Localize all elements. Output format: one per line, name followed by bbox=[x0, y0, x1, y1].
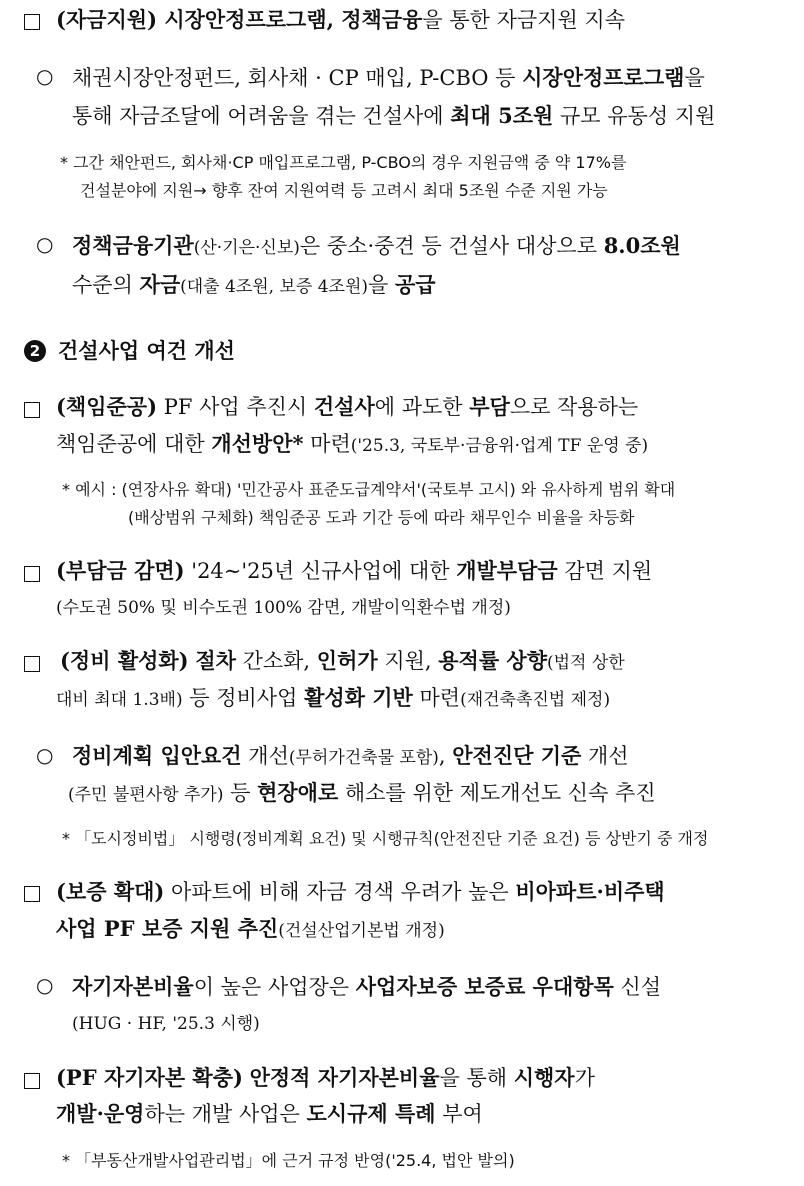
text-run: (보증 확대) bbox=[56, 879, 165, 904]
checkbox-square-icon bbox=[24, 566, 40, 582]
circle-bullet-icon: ○ bbox=[36, 973, 54, 997]
text-run: 사업자보증 보증료 우대항목 bbox=[355, 974, 614, 999]
text-run: 은 중소·중견 등 건설사 대상으로 bbox=[299, 234, 604, 258]
text-run: '24∼'25년 신규사업에 대한 bbox=[184, 559, 457, 583]
text-run: 해소를 위한 제도개선도 신속 추진 bbox=[338, 781, 656, 805]
text-run: , bbox=[438, 744, 453, 768]
text-run: (PF 자기자본 확충) bbox=[56, 1065, 243, 1090]
item-renewal-line1 bbox=[60, 646, 625, 678]
text-run: (무허가건축물 포함) bbox=[288, 748, 439, 768]
text-run: 개선 bbox=[581, 744, 629, 768]
subitem-policy-finance-line1 bbox=[72, 231, 681, 263]
checkbox-square-icon bbox=[24, 14, 40, 30]
item-guarantee-line1 bbox=[56, 877, 665, 907]
note-market-line1: * 그간 채안펀드, 회사채·CP 매입프로그램, P-CBO의 경우 지원금액 중 약 17%를 bbox=[60, 153, 627, 172]
text-run: 현장애로 bbox=[257, 780, 339, 805]
item-completion-line1 bbox=[56, 392, 638, 422]
text-run: 도시규제 특례 bbox=[306, 1101, 436, 1126]
text-run: 수준의 bbox=[72, 273, 140, 297]
text-run: 용적률 상향 bbox=[438, 648, 547, 673]
text-run: 자금 bbox=[139, 272, 181, 297]
note-market-line2: 건설분야에 지원→ 향후 잔여 지원여력 등 고려시 최대 5조원 수준 지원 가능 bbox=[80, 181, 608, 200]
text-run: 감면 지원 bbox=[557, 559, 653, 583]
text-run: 8.0조원 bbox=[603, 233, 681, 258]
note-completion-line1: * 예시 : (연장사유 확대) '민간공사 표준도급계약서'(국토부 고시) 와 유사하게 범위 확대 bbox=[62, 480, 676, 499]
text-run: 최대 5조원 bbox=[450, 103, 554, 128]
text-run: 을 통해 bbox=[439, 1066, 514, 1090]
text-run: 통해 자금조달에 어려움을 겪는 건설사에 bbox=[72, 104, 451, 128]
text-run: 자기자본비율 bbox=[72, 974, 194, 999]
item-equity-line2 bbox=[56, 1099, 483, 1129]
item-guarantee-line2 bbox=[56, 914, 445, 946]
text-run: 정책금융기관 bbox=[72, 233, 194, 258]
text-run: 시장안정프로그램 bbox=[522, 65, 685, 90]
item-charge-line2: (수도권 50% 및 비수도권 100% 감면, 개발이익환수법 개정) bbox=[56, 598, 511, 618]
item-equity-line1 bbox=[56, 1063, 595, 1093]
subitem-market-line2 bbox=[72, 101, 715, 131]
text-run: 활성화 기반 bbox=[304, 685, 413, 710]
text-run: 을 통한 자금지원 지속 bbox=[422, 8, 625, 32]
text-run: 가 bbox=[574, 1066, 595, 1090]
text-run: (건설산업기본법 개정) bbox=[278, 921, 445, 941]
subitem-guarantee-line1 bbox=[72, 972, 661, 1002]
text-run: 대비 최대 1.3배) bbox=[56, 690, 183, 710]
text-run: 절차 bbox=[195, 648, 236, 673]
text-run: 마련 bbox=[303, 432, 351, 456]
text-run: (산·기은·신보) bbox=[193, 238, 300, 258]
text-run: 마련 bbox=[412, 686, 461, 710]
text-run: 에 과도한 bbox=[374, 395, 470, 419]
text-run: 을 bbox=[684, 66, 705, 90]
subitem-policy-finance-line2 bbox=[72, 270, 436, 302]
text-run: (정비 활성화) bbox=[60, 648, 189, 673]
subitem-renewal-line1 bbox=[72, 741, 629, 773]
circle-bullet-icon: ○ bbox=[36, 232, 54, 256]
text-run: 개발·운영 bbox=[56, 1101, 145, 1126]
text-run: 신설 bbox=[613, 975, 662, 999]
text-run: 건설사 bbox=[313, 394, 375, 419]
note-equity: * 「부동산개발사업관리법」에 근거 규정 반영('25.4, 법안 발의) bbox=[62, 1151, 515, 1170]
text-run: 사업 PF 보증 지원 추진 bbox=[56, 916, 279, 941]
text-run: 아파트에 비해 자금 경색 우려가 높은 bbox=[164, 880, 516, 904]
text-run: 하는 개발 사업은 bbox=[144, 1102, 307, 1126]
note-renewal: * 「도시정비법」 시행령(정비계획 요건) 및 시행규칙(안전진단 기준 요건) 등 상반기 중 개정 bbox=[62, 829, 709, 848]
text-run: 안정적 자기자본비율 bbox=[249, 1065, 440, 1090]
text-run: 을 bbox=[368, 273, 395, 297]
checkbox-square-icon bbox=[24, 402, 40, 418]
text-run: 채권시장안정펀드, 회사채 · CP 매입, P-CBO 등 bbox=[72, 66, 523, 90]
text-run: 이 높은 사업장은 bbox=[193, 975, 356, 999]
item-funding-line1 bbox=[56, 5, 625, 35]
text-run: (법적 상한 bbox=[547, 653, 625, 673]
section-title: 건설사업 여건 개선 bbox=[58, 339, 235, 363]
checkbox-square-icon bbox=[24, 886, 40, 902]
text-run: 안전진단 기준 bbox=[452, 743, 582, 768]
text-run: 부담 bbox=[469, 394, 510, 419]
text-run: (재건축촉진법 제정) bbox=[460, 690, 611, 710]
text-run: 개선 bbox=[241, 744, 289, 768]
text-run bbox=[243, 1066, 250, 1090]
checkbox-square-icon bbox=[24, 1073, 40, 1089]
text-run: 으로 작용하는 bbox=[509, 395, 639, 419]
text-run: 개선방안* bbox=[211, 431, 304, 456]
text-run: 시행자 bbox=[513, 1065, 575, 1090]
text-run: 등 정비사업 bbox=[182, 686, 305, 710]
subitem-renewal-line2 bbox=[68, 778, 656, 810]
item-charge-line1 bbox=[56, 556, 652, 586]
note-completion-line2: (배상범위 구체화) 책임준공 도과 기간 등에 따라 채무인수 비율을 차등화 bbox=[128, 508, 635, 527]
text-run: 간소화, bbox=[235, 649, 317, 673]
subitem-market-line1 bbox=[72, 63, 705, 93]
text-run: (주민 불편사항 추가) bbox=[68, 785, 224, 805]
text-run: 책임준공에 대한 bbox=[56, 432, 212, 456]
text-run: 개발부담금 bbox=[456, 558, 558, 583]
text-run: 지원, bbox=[377, 649, 439, 673]
text-run: ('25.3, 국토부·금융위·업계 TF 운영 중) bbox=[350, 436, 649, 456]
text-run: (대출 4조원, 보증 4조원) bbox=[180, 277, 369, 297]
text-run: PF 사업 추진시 bbox=[157, 395, 314, 419]
subitem-guarantee-line2: (HUG · HF, '25.3 시행) bbox=[72, 1014, 260, 1034]
text-run: 인허가 bbox=[316, 648, 378, 673]
text-run: 공급 bbox=[394, 272, 436, 297]
text-run: (책임준공) bbox=[56, 394, 158, 419]
item-renewal-line2 bbox=[56, 683, 610, 715]
text-run: (부담금 감면) bbox=[56, 558, 185, 583]
section-number-badge: 2 bbox=[24, 340, 46, 362]
circle-bullet-icon: ○ bbox=[36, 743, 54, 767]
text-run: 규모 유동성 지원 bbox=[553, 104, 716, 128]
text-run: (자금지원) 시장안정프로그램, 정책금융 bbox=[56, 7, 423, 32]
text-run: 비아파트·비주택 bbox=[515, 879, 665, 904]
text-run: 부여 bbox=[435, 1102, 483, 1126]
item-completion-line2 bbox=[56, 429, 648, 461]
text-run: 등 bbox=[223, 781, 258, 805]
circle-bullet-icon: ○ bbox=[36, 64, 54, 88]
text-run: 정비계획 입안요건 bbox=[72, 743, 242, 768]
checkbox-square-icon bbox=[24, 656, 40, 672]
